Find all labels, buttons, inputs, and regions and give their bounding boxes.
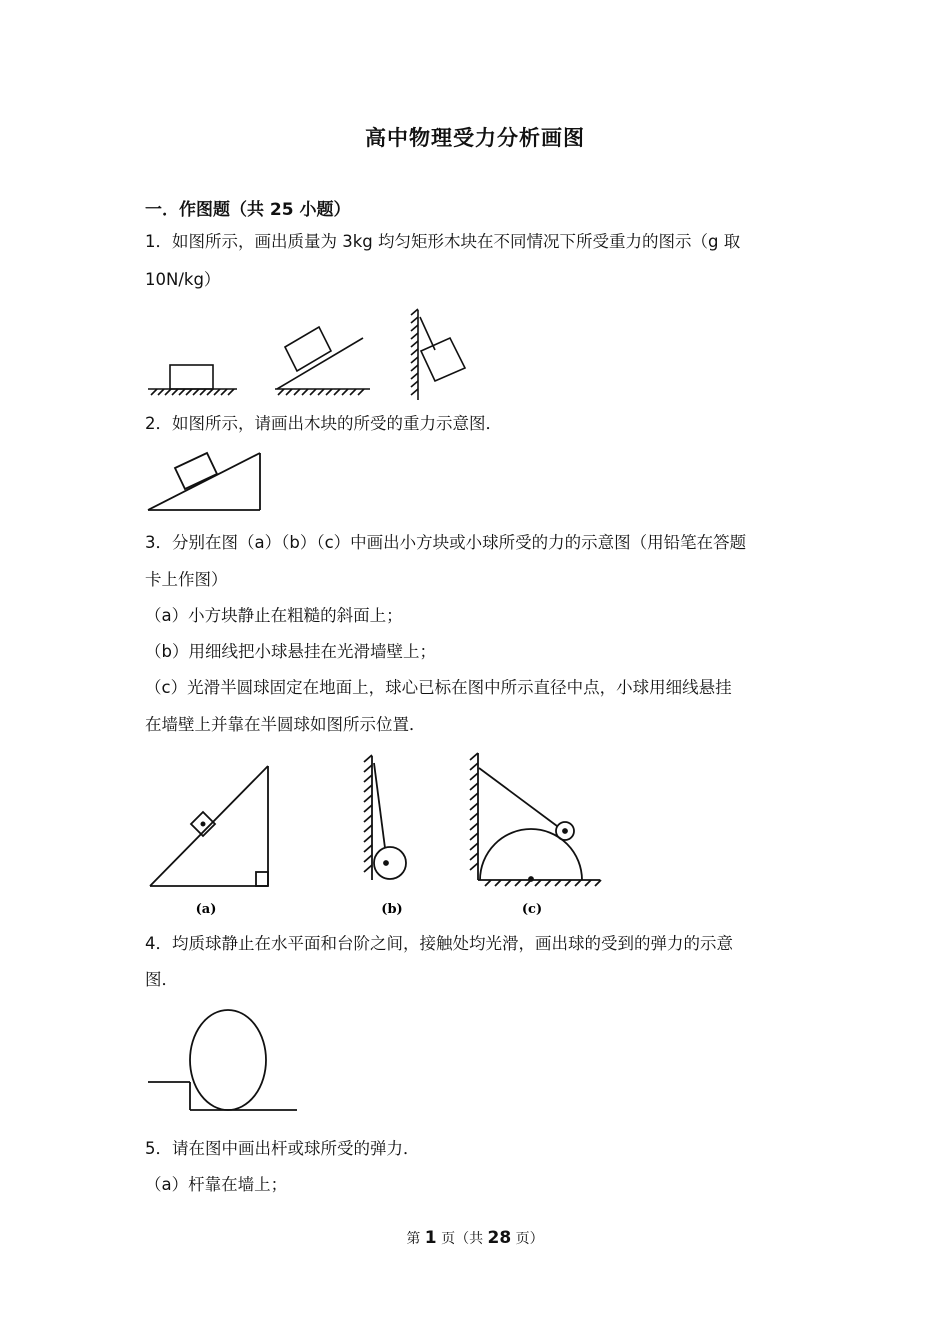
- figure-q3-a: [150, 766, 268, 886]
- question-3-text: 3．分别在图（a）（b）（c）中画出小方块或小球所受的力的示意图（用铅笔在答题: [145, 533, 747, 552]
- question-1-text: 1．如图所示，画出质量为 3kg 均匀矩形木块在不同情况下所受重力的图示（g 取: [145, 232, 741, 251]
- figure-q1-flat-block: [148, 365, 237, 395]
- figure-label-b: (b): [381, 902, 403, 917]
- question-3-c: （c）光滑半圆球固定在地面上，球心已标在图中所示直径中点，小球用细线悬挂: [145, 678, 732, 697]
- section-heading: 一．作图题（共 25 小题）: [145, 200, 351, 220]
- page-footer: [0, 1228, 950, 1248]
- page-title: 高中物理受力分析画图: [365, 126, 585, 150]
- figure-label-c: (c): [521, 902, 543, 917]
- footer-prefix: 第: [406, 1231, 421, 1247]
- figure-label-a: (a): [195, 902, 217, 917]
- question-3-c-cont: 在墙壁上并靠在半圆球如图所示位置．: [145, 715, 426, 734]
- figure-q3: [145, 748, 605, 920]
- footer-suffix: 页）: [515, 1231, 544, 1247]
- footer-mid: 页（共: [441, 1231, 484, 1247]
- footer-page-number: 1: [424, 1228, 437, 1248]
- figure-q3-c: [470, 753, 601, 886]
- question-5-text: 5．请在图中画出杆或球所受的弹力．: [145, 1139, 420, 1158]
- figure-q1-blocks: [145, 305, 485, 405]
- figure-q2-incline: [145, 445, 265, 515]
- question-4-text-cont: 图．: [145, 970, 178, 989]
- question-3-b: （b）用细线把小球悬挂在光滑墙壁上；: [145, 642, 436, 661]
- question-5-a: （a）杆靠在墙上；: [145, 1175, 288, 1194]
- question-1-text-cont: 10N/kg）: [145, 270, 221, 289]
- question-3-text-cont: 卡上作图）: [145, 570, 228, 589]
- footer-total-pages: 28: [487, 1228, 512, 1248]
- figure-q1-incline-block: [275, 327, 370, 395]
- figure-q1-wall-block: [411, 309, 465, 400]
- question-4-text: 4．均质球静止在水平面和台阶之间，接触处均光滑，画出球的受到的弹力的示意: [145, 934, 733, 953]
- figure-q3-b: [364, 755, 406, 880]
- question-3-a: （a）小方块静止在粗糙的斜面上；: [145, 606, 403, 625]
- question-2-text: 2．如图所示，请画出木块的所受的重力示意图．: [145, 414, 502, 433]
- figure-q4-ball-step: [145, 1005, 305, 1115]
